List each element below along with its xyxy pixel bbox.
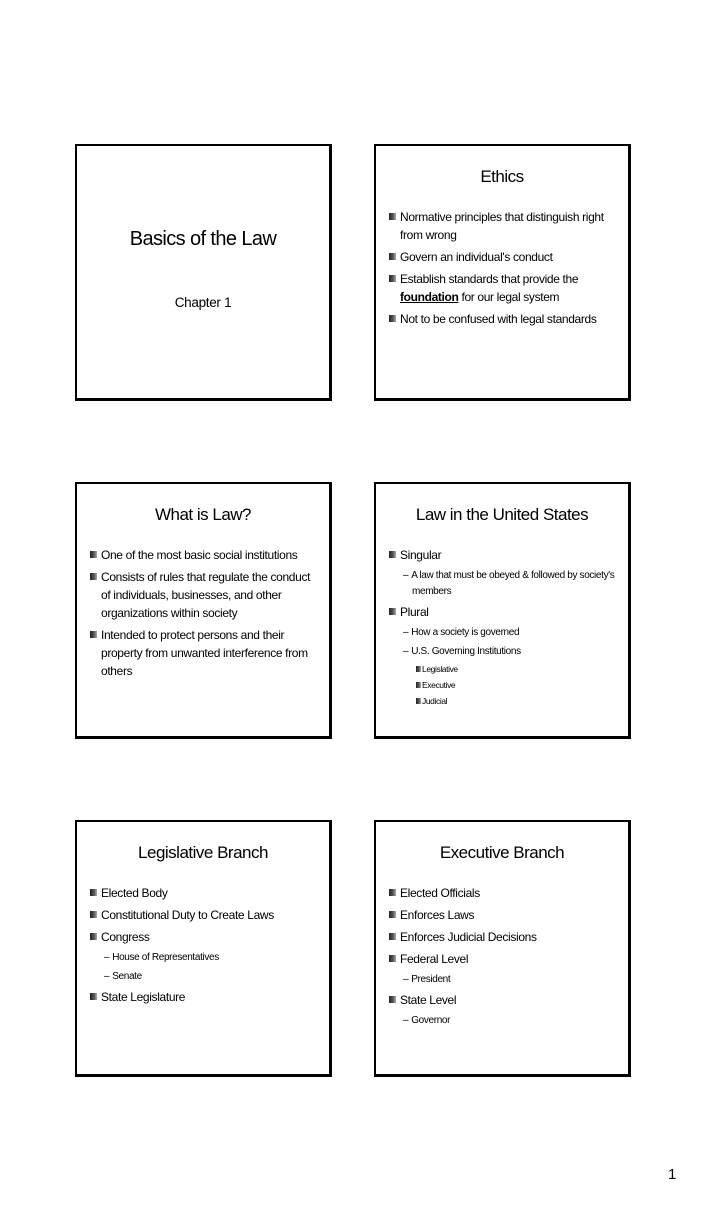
square-bullet-icon (416, 682, 421, 688)
square-bullet-icon (389, 315, 396, 322)
bullet-item: Consists of rules that regulate the conduct of individuals, businesses, and other organizations within society (90, 568, 321, 622)
square-bullet-icon (416, 698, 421, 704)
bullet-item: Not to be confused with legal standards (389, 310, 620, 328)
slide-2-ethics (374, 144, 631, 401)
square-bullet-icon (90, 889, 97, 896)
sub-bullet-item: – Senate (104, 971, 142, 982)
bullet-item: Intended to protect persons and their property from unwanted interference from others (90, 626, 321, 680)
square-bullet-icon (389, 608, 396, 615)
sub-bullet-item: – House of Representatives (104, 952, 219, 963)
sub-bullet-item: – U.S. Governing Institutions (403, 646, 521, 657)
slide-title: What is Law? (154, 505, 252, 524)
sub-sub-bullet-item: Legislative (389, 663, 620, 676)
sub-bullet-item: – Governor (403, 1015, 451, 1026)
sub-bullet-item: – How a society is governed (403, 627, 520, 638)
square-bullet-icon (90, 993, 97, 1000)
dash-bullet-icon: – (403, 646, 409, 657)
bullet-item: Enforces Judicial Decisions (389, 928, 620, 946)
bullet-item: Constitutional Duty to Create Laws (90, 906, 321, 924)
bullet-list (389, 208, 620, 332)
square-bullet-icon (90, 631, 97, 638)
square-bullet-icon (90, 911, 97, 918)
bullet-item: One of the most basic social institutions (90, 546, 321, 564)
square-bullet-icon (90, 933, 97, 940)
square-bullet-icon (389, 213, 396, 220)
dash-bullet-icon: – (403, 627, 409, 638)
slide-title: Law in the United States (415, 505, 589, 524)
slide-title: Basics of the Law (129, 228, 277, 250)
slide-title: Ethics (480, 167, 524, 186)
dash-bullet-icon: – (403, 1015, 409, 1026)
emphasized-word: foundation (400, 290, 459, 304)
slide-3-what-is-law (75, 482, 332, 739)
sub-sub-bullet-item: Judicial (389, 695, 620, 708)
bullet-list (389, 546, 620, 711)
dash-bullet-icon: – (403, 974, 409, 985)
square-bullet-icon (389, 889, 396, 896)
dash-bullet-icon: – (403, 570, 409, 581)
sub-sub-bullet-item: Executive (389, 679, 620, 692)
square-bullet-icon (389, 933, 396, 940)
slide-title: Legislative Branch (138, 843, 268, 862)
bullet-item: State Level (389, 991, 620, 1009)
square-bullet-icon (389, 911, 396, 918)
square-bullet-icon (389, 551, 396, 558)
bullet-item: Normative principles that distinguish right from wrong (389, 208, 620, 244)
bullet-item: Federal Level (389, 950, 620, 968)
dash-bullet-icon: – (104, 971, 110, 982)
square-bullet-icon (90, 551, 97, 558)
bullet-list (389, 884, 620, 1032)
bullet-item: Elected Officials (389, 884, 620, 902)
bullet-item: Enforces Laws (389, 906, 620, 924)
page-number: 1 (668, 1166, 677, 1183)
square-bullet-icon (389, 996, 396, 1003)
slide-title: Executive Branch (439, 843, 565, 862)
bullet-item: Establish standards that provide the foundation for our legal system (389, 270, 620, 306)
square-bullet-icon (389, 275, 396, 282)
square-bullet-icon (416, 666, 421, 672)
slide-4-law-in-the-united-states (374, 482, 631, 739)
square-bullet-icon (389, 253, 396, 260)
bullet-list (90, 546, 321, 684)
slide-6-executive-branch (374, 820, 631, 1077)
bullet-item: State Legislature (90, 988, 321, 1006)
bullet-item: Govern an individual's conduct (389, 248, 620, 266)
bullet-item: Singular (389, 546, 620, 564)
dash-bullet-icon: – (104, 952, 110, 963)
slide-subtitle: Chapter 1 (174, 295, 232, 310)
square-bullet-icon (389, 955, 396, 962)
slide-5-legislative-branch (75, 820, 332, 1077)
slide-1-basics-of-the-law (75, 144, 332, 401)
bullet-item: Elected Body (90, 884, 321, 902)
bullet-item: Congress (90, 928, 321, 946)
bullet-item: Plural (389, 603, 620, 621)
sub-bullet-item: – A law that must be obeyed & followed by society's members (403, 570, 615, 597)
square-bullet-icon (90, 573, 97, 580)
bullet-list (90, 884, 321, 1010)
sub-bullet-item: – President (403, 974, 451, 985)
